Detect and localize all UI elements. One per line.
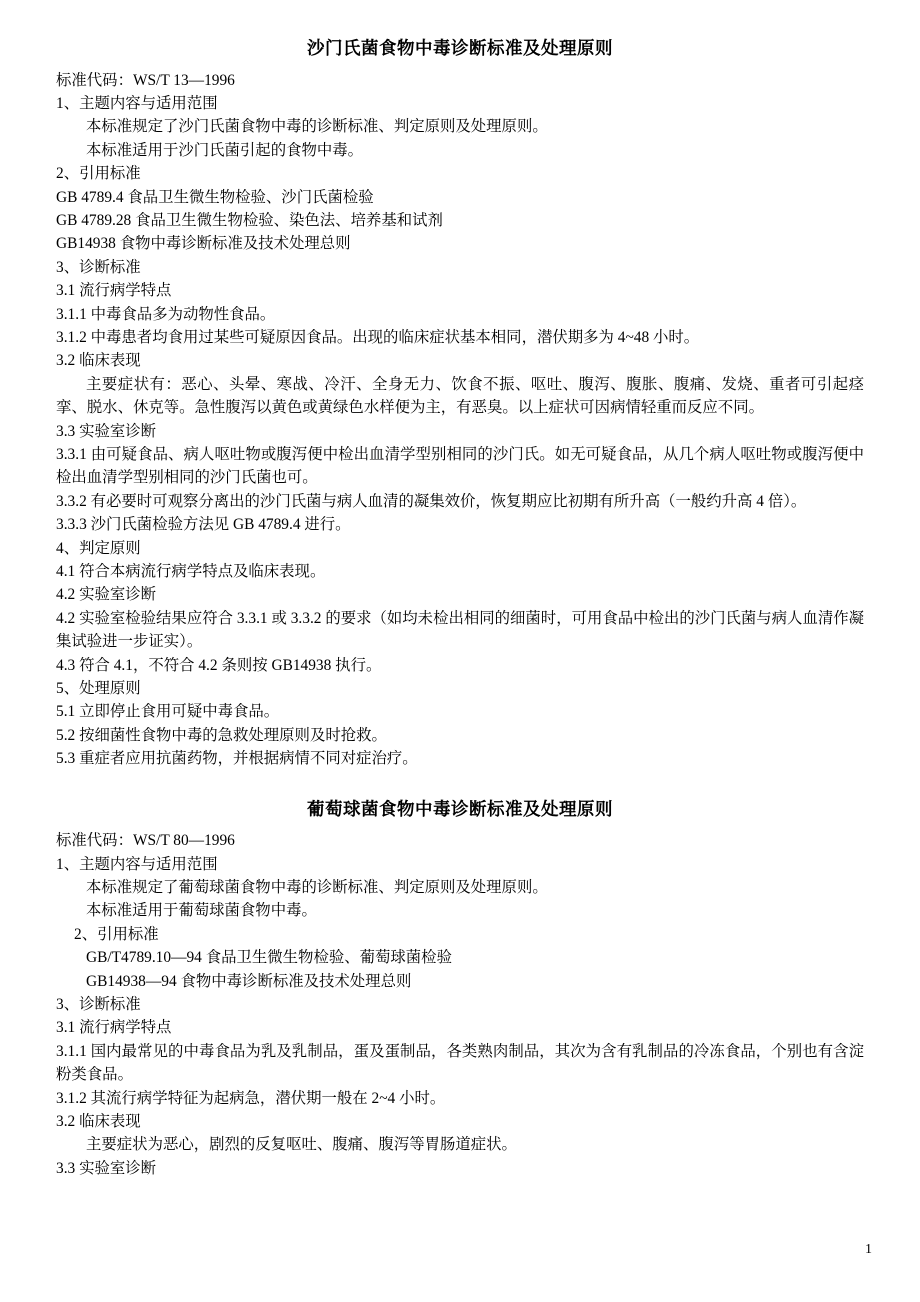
document-line: 4.2 实验室检验结果应符合 3.3.1 或 3.3.2 的要求（如均未检出相同的细菌时，可用食品中检出的沙门氏菌与病人血清作凝集试验进一步证实）。 xyxy=(56,609,865,651)
document-line: 本标准适用于沙门氏菌引起的食物中毒。 xyxy=(86,141,364,159)
document-line: 3.1.1 中毒食品多为动物性食品。 xyxy=(56,305,276,323)
document-line: 本标准规定了沙门氏菌食物中毒的诊断标准、判定原则及处理原则。 xyxy=(86,118,548,136)
document-line: 5.1 立即停止食用可疑中毒食品。 xyxy=(56,703,280,721)
document-line: 3.3.1 由可疑食品、病人呕吐物或腹泻便中检出血清学型别相同的沙门氏。如无可疑食品，从几个病人呕吐物或腹泻便中检出血清学型别相同的沙门氏菌也可。 xyxy=(56,446,864,487)
document-line: 4、判定原则 xyxy=(56,539,141,557)
document-line: 3、诊断标准 xyxy=(56,996,141,1014)
section-two-title: 葡萄球菌食物中毒诊断标准及处理原则 xyxy=(307,798,613,819)
document-line: 主要症状为恶心，剧烈的反复呕吐、腹痛、腹泻等胃肠道症状。 xyxy=(86,1136,517,1154)
document-line: 5、处理原则 xyxy=(56,680,141,698)
document-line: 4.2 实验室诊断 xyxy=(56,586,157,604)
document-line: 3.2 临床表现 xyxy=(56,352,141,370)
document-line: 3.1.2 其流行病学特征为起病急，潜伏期一般在 2~4 小时。 xyxy=(56,1089,446,1107)
page-number: 1 xyxy=(865,1242,872,1257)
document-line: 2、引用标准 xyxy=(56,165,141,183)
document-line: 1、主题内容与适用范围 xyxy=(56,855,218,873)
document-line: 3、诊断标准 xyxy=(56,258,141,276)
document-line: 标准代码：WS/T 80—1996 xyxy=(56,832,235,850)
document-line: GB14938—94 食物中毒诊断标准及技术处理总则 xyxy=(86,972,412,990)
document-line: 3.1.1 国内最常见的中毒食品为乳及乳制品，蛋及蛋制品，各类熟肉制品，其次为含有乳制品的冷冻食品，个别也有含淀粉类食品。 xyxy=(56,1042,864,1084)
document-line: 3.3 实验室诊断 xyxy=(56,422,157,440)
document-line: 3.1 流行病学特点 xyxy=(56,282,172,300)
section-two-body xyxy=(56,829,864,1180)
document-line: 1、主题内容与适用范围 xyxy=(56,94,218,112)
page-title: 沙门氏菌食物中毒诊断标准及处理原则 xyxy=(307,38,613,58)
section-one-body xyxy=(56,69,864,771)
document-line: GB/T4789.10—94 食品卫生微生物检验、葡萄球菌检验 xyxy=(86,949,452,967)
document-line: 本标准适用于葡萄球菌食物中毒。 xyxy=(86,902,317,920)
document-line: 5.2 按细菌性食物中毒的急救处理原则及时抢救。 xyxy=(56,726,387,744)
document-line: GB 4789.28 食品卫生微生物检验、染色法、培养基和试剂 xyxy=(56,211,443,229)
document-line: 本标准规定了葡萄球菌食物中毒的诊断标准、判定原则及处理原则。 xyxy=(86,879,548,896)
document-line: 4.1 符合本病流行病学特点及临床表现。 xyxy=(56,563,326,581)
document-line: 3.1.2 中毒患者均食用过某些可疑原因食品。出现的临床症状基本相同，潜伏期多为 4~48 小时。 xyxy=(56,328,700,346)
document-line: 标准代码：WS/T 13—1996 xyxy=(56,71,235,89)
document-line: 3.3.2 有必要时可观察分离出的沙门氏菌与病人血清的凝集效价，恢复期应比初期有所升高（一般约升高 4 倍）。 xyxy=(56,492,807,510)
document-line: 3.1 流行病学特点 xyxy=(56,1019,172,1037)
document-line: GB14938 食物中毒诊断标准及技术处理总则 xyxy=(56,235,351,253)
document-line: 4.3 符合 4.1，不符合 4.2 条则按 GB14938 执行。 xyxy=(56,656,382,674)
document-line: 3.3.3 沙门氏菌检验方法见 GB 4789.4 进行。 xyxy=(56,516,351,534)
section-spacer xyxy=(56,771,864,797)
document-line: 3.2 临床表现 xyxy=(56,1113,141,1131)
document-line: GB 4789.4 食品卫生微生物检验、沙门氏菌检验 xyxy=(56,188,374,206)
document-line: 2、引用标准 xyxy=(74,925,159,943)
document-line: 主要症状有：恶心、头晕、寒战、冷汗、全身无力、饮食不振、呕吐、腹泻、腹胀、腹痛、发烧、重者可引起痉挛、脱水、休克等。急性腹泻以黄色或黄绿色水样便为主，有恶臭。以上症状可因病情轻重而反应不同。 xyxy=(56,375,864,417)
document-line: 5.3 重症者应用抗菌药物，并根据病情不同对症治疗。 xyxy=(56,750,418,768)
document-line: 3.3 实验室诊断 xyxy=(56,1159,157,1177)
